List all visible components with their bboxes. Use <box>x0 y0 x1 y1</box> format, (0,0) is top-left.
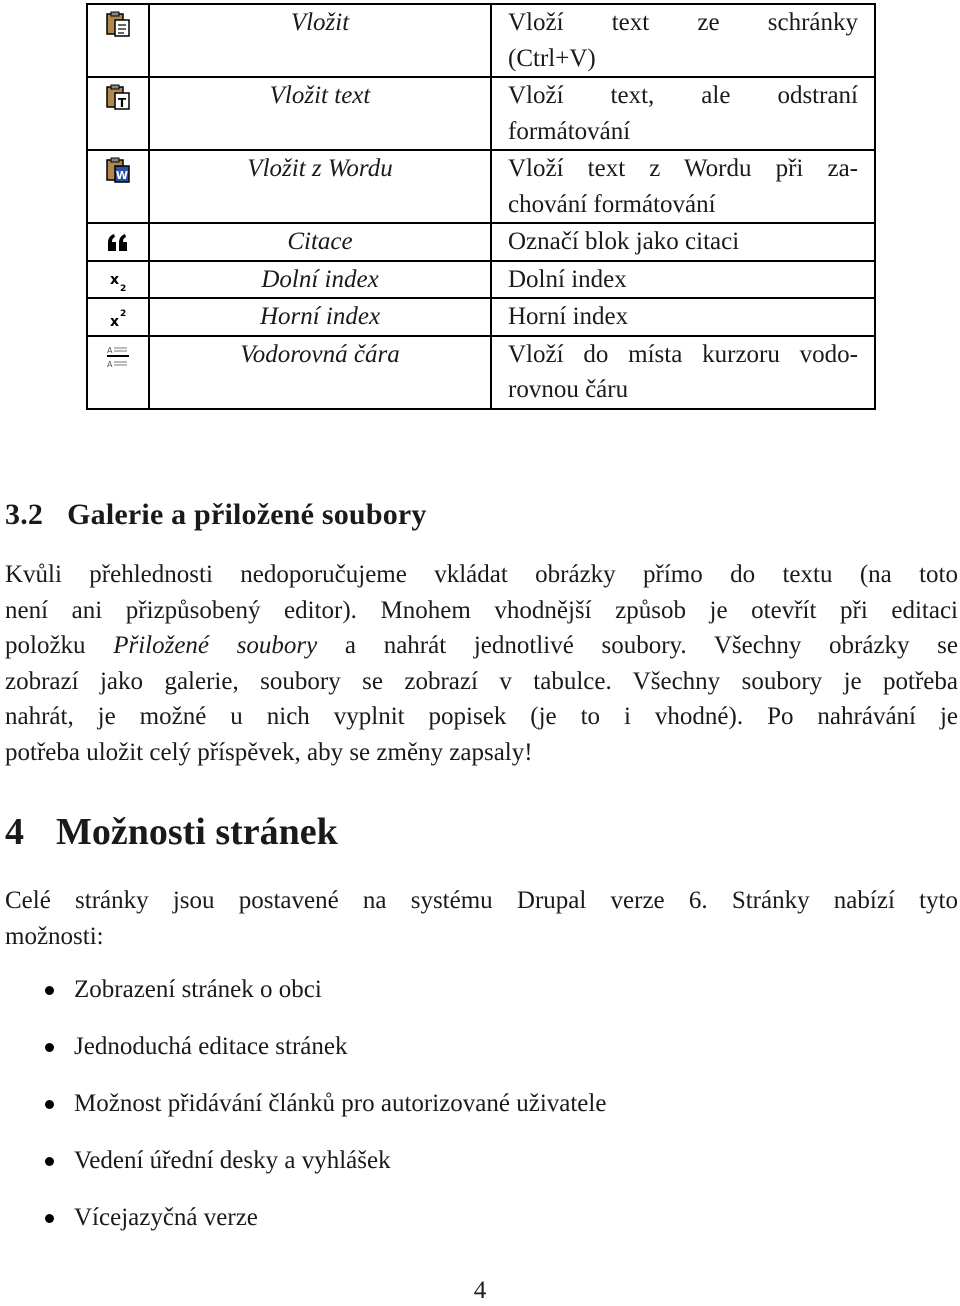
icon-cell <box>87 223 149 261</box>
paragraph-line: nahrát, je možné u nich vyplnit popisek (je to i vhodné). Po nahrávání je <box>5 703 958 730</box>
chapter-title: Možnosti stránek <box>56 811 338 853</box>
table-row <box>87 150 875 223</box>
paragraph <box>5 883 958 954</box>
button-name: Vodorovná čára <box>149 336 491 409</box>
chapter-heading <box>5 810 338 854</box>
paragraph-line: není ani přizpůsobený editor). Mnohem vhodnější způsob je otevřít při editaci <box>5 596 958 624</box>
icon-cell <box>87 150 149 223</box>
paragraph <box>5 557 958 770</box>
text-fragment: a nahrát jednotlivé soubory. Všechny obrázky se <box>317 632 959 659</box>
list-item <box>40 1196 606 1253</box>
emphasis-text: Přiložené soubory <box>113 632 318 659</box>
icon-cell <box>87 4 149 77</box>
chapter-number: 4 <box>5 811 24 853</box>
icon-cell <box>87 298 149 336</box>
list-item-text: Jednoduchá editace stránek <box>74 1033 348 1060</box>
paragraph-line: zobrazí jako galerie, soubory se zobrazí v tabulce. Všechny soubory je potřeba <box>5 667 958 695</box>
svg-text:T: T <box>117 96 127 110</box>
button-description <box>491 223 875 261</box>
paste-icon <box>103 10 133 38</box>
description-line: Dolní index <box>508 265 627 293</box>
description-line: Vloží do místa kurzoru vodo- <box>508 340 858 368</box>
svg-text:W: W <box>115 169 129 182</box>
list-item <box>40 968 606 1025</box>
superscript-icon <box>103 304 133 332</box>
description-line: Horní index <box>508 303 629 330</box>
paragraph-line: Celé stránky jsou postavené na systému Drupal verze 6. Stránky nabízí tyto <box>5 887 958 914</box>
paragraph-line <box>5 628 958 664</box>
table-row <box>87 261 875 299</box>
button-description <box>491 336 875 409</box>
list-item-text: Možnost přidávání článků pro autorizované uživatele <box>74 1090 607 1117</box>
description-line: Vloží text, ale odstraní <box>508 82 858 109</box>
bullet-icon <box>45 1157 54 1166</box>
text-fragment: položku <box>5 632 114 659</box>
paragraph-line: potřeba uložit celý příspěvek, aby se změny zapsaly! <box>5 738 533 766</box>
section-title: Galerie a přiložené soubory <box>67 498 427 531</box>
paste-word-icon <box>103 156 133 184</box>
button-name: Vložit text <box>149 77 491 150</box>
table-row <box>87 77 875 150</box>
quote-icon <box>103 229 133 257</box>
description-line: Označí blok jako citaci <box>508 228 740 255</box>
button-description <box>491 77 875 150</box>
bullet-icon <box>45 1100 54 1109</box>
button-description <box>491 261 875 299</box>
button-name: Dolní index <box>149 261 491 299</box>
button-description <box>491 4 875 77</box>
list-item-text: Vedení úřední desky a vyhlášek <box>74 1147 391 1174</box>
section-heading <box>5 498 427 532</box>
description-line: rovnou čáru <box>508 376 629 403</box>
svg-text:2: 2 <box>120 283 127 294</box>
button-description <box>491 150 875 223</box>
icon-cell <box>87 77 149 150</box>
svg-text:A: A <box>107 359 113 369</box>
features-list <box>40 968 606 1253</box>
horizontal-rule-icon <box>103 342 133 370</box>
button-name: Citace <box>149 223 491 261</box>
svg-text:x: x <box>110 314 120 330</box>
paste-text-icon <box>103 83 133 111</box>
icon-cell <box>87 261 149 299</box>
button-description <box>491 298 875 336</box>
page-number: 4 <box>473 1277 487 1304</box>
list-item-text: Zobrazení stránek o obci <box>74 976 322 1003</box>
bullet-icon <box>45 986 54 995</box>
list-item-text: Vícejazyčná verze <box>74 1204 258 1231</box>
button-name: Vložit z Wordu <box>149 150 491 223</box>
button-name: Vložit <box>149 4 491 77</box>
paragraph-line: možnosti: <box>5 922 104 950</box>
description-line: Vloží text ze schránky <box>508 9 858 36</box>
description-line: Vloží text z Wordu při za- <box>508 155 858 182</box>
list-item <box>40 1025 606 1082</box>
toolbar-buttons-table <box>86 3 876 410</box>
paragraph-line: Kvůli přehlednosti nedoporučujeme vkládat obrázky přímo do textu (na toto <box>5 561 958 588</box>
table-row <box>87 4 875 77</box>
description-line: formátování <box>508 117 631 145</box>
svg-text:A: A <box>107 345 113 355</box>
table-row <box>87 223 875 261</box>
list-item <box>40 1082 606 1139</box>
svg-text:x: x <box>110 271 120 288</box>
description-line: chování formátování <box>508 190 716 218</box>
svg-text:2: 2 <box>120 309 127 319</box>
table-row <box>87 298 875 336</box>
table-row <box>87 336 875 409</box>
button-name: Horní index <box>149 298 491 336</box>
subscript-icon <box>103 267 133 295</box>
list-item <box>40 1139 606 1196</box>
bullet-icon <box>45 1214 54 1223</box>
description-line: (Ctrl+V) <box>508 44 596 72</box>
icon-cell <box>87 336 149 409</box>
section-number: 3.2 <box>5 498 44 531</box>
bullet-icon <box>45 1043 54 1052</box>
